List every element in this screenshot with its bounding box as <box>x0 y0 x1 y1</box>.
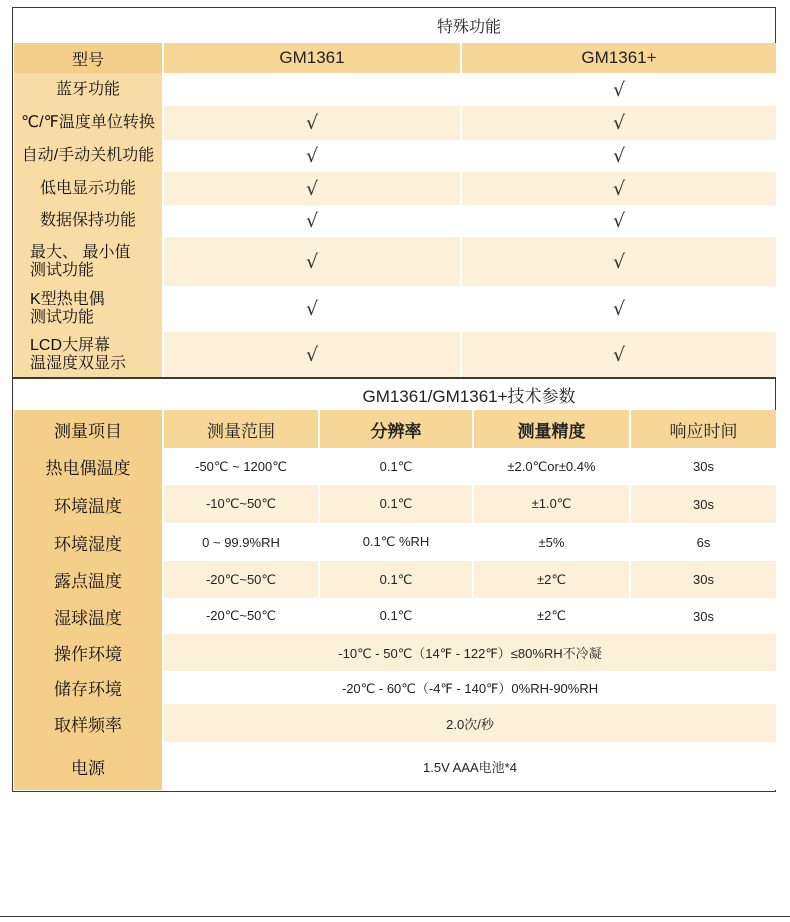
spec-span-value: -20℃ - 60℃（-4℉ - 140℉）0%RH-90%RH <box>164 671 776 704</box>
specs-header-row <box>12 410 776 448</box>
spec-span-value: 1.5V AAA电池*4 <box>164 742 776 790</box>
model-header: 型号 <box>14 43 162 73</box>
feature-check-gm1361plus: √ <box>462 286 776 332</box>
spec-span-row <box>12 634 776 671</box>
spec-item-label: 热电偶温度 <box>14 448 162 485</box>
feature-label <box>14 237 162 286</box>
specs-header-accuracy: 测量精度 <box>474 410 629 448</box>
feature-check-gm1361plus: √ <box>462 205 776 237</box>
feature-row <box>12 286 776 332</box>
feature-row <box>12 237 776 286</box>
specs-title: GM1361/GM1361+技术参数 <box>362 386 576 406</box>
feature-row <box>12 205 776 237</box>
feature-label-line: 低电显示功能 <box>39 179 136 197</box>
spec-response-cell: 30s <box>631 448 776 485</box>
feature-row <box>12 172 776 205</box>
spec-response-cell: 30s <box>631 561 776 598</box>
spec-item-label: 操作环境 <box>14 634 162 671</box>
features-header-row <box>12 43 776 73</box>
spec-resolution-cell: 0.1℃ <box>320 448 472 485</box>
spec-row <box>12 598 776 634</box>
spec-response-cell: 6s <box>631 523 776 561</box>
spec-range-cell: -20℃~50℃ <box>164 561 318 598</box>
spec-item-label: 储存环境 <box>14 671 162 704</box>
feature-label <box>14 106 162 140</box>
features-title-row <box>12 8 776 43</box>
spec-resolution-cell: 0.1℃ <box>320 561 472 598</box>
feature-label-line: 温湿度双显示 <box>30 354 127 372</box>
spec-range-cell: -20℃~50℃ <box>164 598 318 634</box>
feature-check-gm1361: √ <box>164 106 460 140</box>
specs-header-range: 测量范围 <box>164 410 318 448</box>
spec-row <box>12 448 776 485</box>
specs-title-row <box>12 379 776 409</box>
spec-accuracy-cell: ±2℃ <box>474 598 629 634</box>
feature-label <box>14 205 162 237</box>
feature-check-gm1361: √ <box>164 172 460 205</box>
feature-check-gm1361plus: √ <box>462 332 776 377</box>
spec-range-cell: -50℃ ~ 1200℃ <box>164 448 318 485</box>
spec-span-row <box>12 671 776 704</box>
specs-header-item: 测量项目 <box>14 410 162 448</box>
model-col-gm1361: GM1361 <box>164 43 460 73</box>
spec-span-row <box>12 704 776 742</box>
spec-span-value: 2.0次/秒 <box>164 704 776 742</box>
feature-check-gm1361 <box>164 73 460 106</box>
feature-check-gm1361plus: √ <box>462 172 776 205</box>
spec-item-label: 环境湿度 <box>14 523 162 561</box>
feature-check-gm1361: √ <box>164 205 460 237</box>
feature-label-line: K型热电偶 <box>30 291 105 308</box>
specs-header-resolution: 分辨率 <box>320 410 472 448</box>
feature-label-line: 测试功能 <box>30 309 95 326</box>
feature-label-line: 测试功能 <box>30 261 95 279</box>
feature-label-line: LCD大屏幕 <box>30 336 111 354</box>
feature-row <box>12 106 776 140</box>
model-col-gm1361plus: GM1361+ <box>462 43 776 73</box>
spec-response-cell: 30s <box>631 485 776 523</box>
spec-range-cell: -10℃~50℃ <box>164 485 318 523</box>
spec-item-label: 电源 <box>14 742 162 790</box>
spec-row <box>12 561 776 598</box>
feature-label-line: 数据保持功能 <box>39 212 136 229</box>
spec-item-label: 取样频率 <box>14 704 162 742</box>
spec-item-label: 湿球温度 <box>14 598 162 634</box>
spec-item-label: 露点温度 <box>14 561 162 598</box>
feature-label <box>14 140 162 172</box>
features-title: 特殊功能 <box>436 19 501 36</box>
spec-accuracy-cell: ±5% <box>474 523 629 561</box>
feature-check-gm1361plus: √ <box>462 73 776 106</box>
spec-item-label: 环境温度 <box>14 485 162 523</box>
feature-check-gm1361: √ <box>164 237 460 286</box>
spec-resolution-cell: 0.1℃ <box>320 598 472 634</box>
spec-accuracy-cell: ±1.0℃ <box>474 485 629 523</box>
spec-accuracy-cell: ±2℃ <box>474 561 629 598</box>
feature-label-line: 自动/手动关机功能 <box>21 147 155 164</box>
feature-label-line: 最大、 最小值 <box>30 243 131 261</box>
feature-check-gm1361: √ <box>164 286 460 332</box>
feature-check-gm1361plus: √ <box>462 237 776 286</box>
feature-row <box>12 332 776 377</box>
feature-row <box>12 73 776 106</box>
spec-span-row <box>12 742 776 790</box>
feature-check-gm1361plus: √ <box>462 106 776 140</box>
feature-label-line: ℃/℉温度单位转换 <box>21 114 155 131</box>
spec-resolution-cell: 0.1℃ <box>320 485 472 523</box>
feature-row <box>12 140 776 172</box>
specs-header-response: 响应时间 <box>631 410 776 448</box>
feature-check-gm1361: √ <box>164 140 460 172</box>
feature-check-gm1361plus: √ <box>462 140 776 172</box>
spec-span-value: -10℃ - 50℃（14℉ - 122℉）≤80%RH不冷凝 <box>164 634 776 671</box>
spec-row <box>12 485 776 523</box>
feature-check-gm1361: √ <box>164 332 460 377</box>
spec-range-cell: 0 ~ 99.9%RH <box>164 523 318 561</box>
feature-label <box>14 73 162 106</box>
feature-label <box>14 286 162 332</box>
feature-label-line: 蓝牙功能 <box>55 80 120 98</box>
spec-accuracy-cell: ±2.0℃or±0.4% <box>474 448 629 485</box>
feature-label <box>14 332 162 377</box>
spec-resolution-cell: 0.1℃ %RH <box>320 523 472 561</box>
feature-label <box>14 172 162 205</box>
bottom-rule <box>0 916 790 917</box>
spec-row <box>12 523 776 561</box>
spec-response-cell: 30s <box>631 598 776 634</box>
